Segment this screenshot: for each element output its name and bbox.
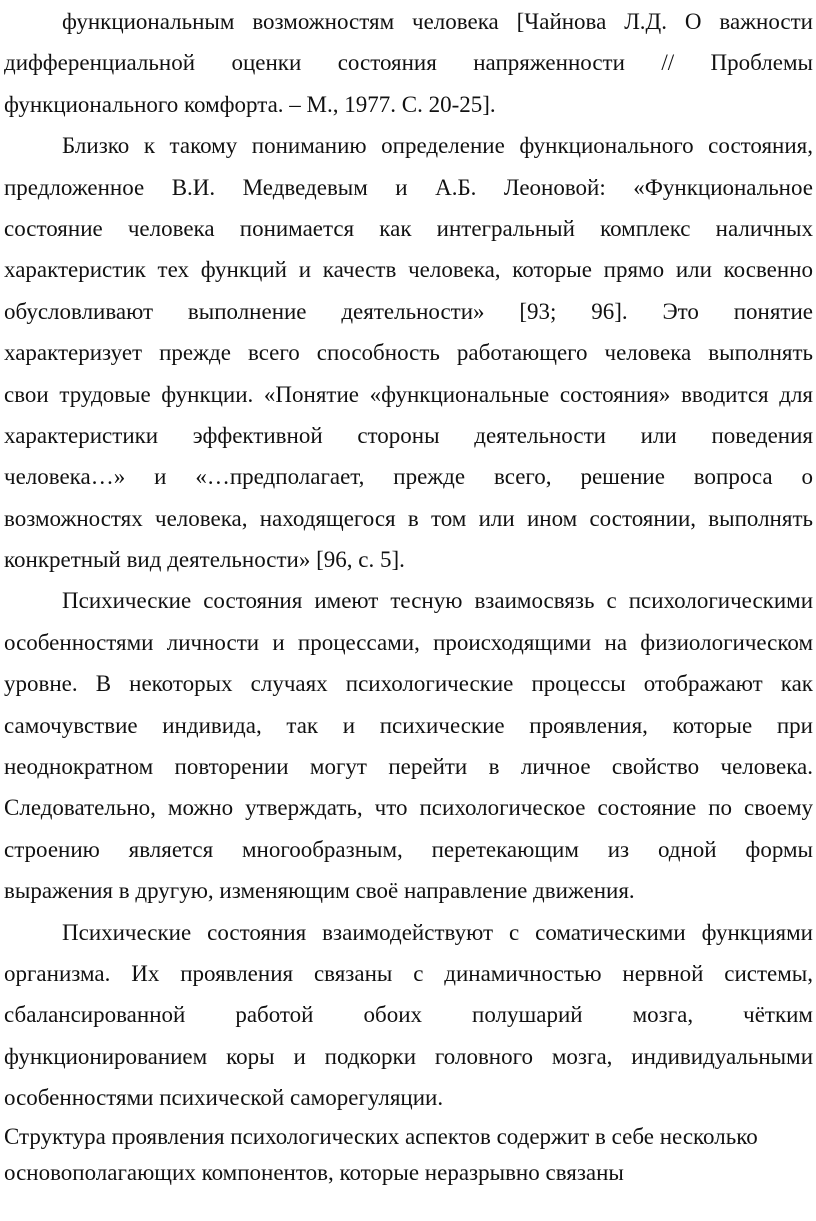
paragraph-continuation xyxy=(4,1,813,125)
text-line: возможностях человека, находящегося в том или ином состоянии, выполнять xyxy=(4,505,813,531)
text-line: выражения в другую, изменяющим своё направление движения. xyxy=(4,878,635,904)
text-line: конкретный вид деятельности» [96, с. 5]. xyxy=(4,547,405,573)
text-line: человека…» и «…предполагает, прежде всего, решение вопроса о xyxy=(4,464,813,490)
text-line: самочувствие индивида, так и психические проявления, которые при xyxy=(4,712,813,738)
paragraph xyxy=(4,580,813,911)
text-line: характеристики эффективной стороны деятельности или поведения xyxy=(4,422,813,448)
paragraph xyxy=(4,912,813,1119)
text-line: предложенное В.И. Медведевым и А.Б. Леоновой: «Функциональное xyxy=(4,174,813,200)
paragraph xyxy=(4,125,813,580)
text-line: Психические состояния взаимодействуют с соматическими функциями xyxy=(62,919,813,945)
text-line: дифференциальной оценки состояния напряженности // Проблемы xyxy=(4,50,813,76)
text-line: характеризует прежде всего способность работающего человека выполнять xyxy=(4,340,813,366)
text-line: организма. Их проявления связаны с динамичностью нервной системы, xyxy=(4,960,813,986)
text-line: особенностями психической саморегуляции. xyxy=(4,1085,444,1111)
text-line: функционального комфорта. – М., 1977. С. 20-25]. xyxy=(4,91,496,117)
text-line: свои трудовые функции. «Понятие «функциональные состояния» вводится для xyxy=(4,381,813,407)
text-line: особенностями личности и процессами, происходящими на физиологическом xyxy=(4,629,813,655)
text-line: строению является многообразным, перетекающим из одной формы xyxy=(4,836,813,862)
text-line: Близко к такому пониманию определение функционального состояния, xyxy=(62,133,813,159)
text-line: функциональным возможностям человека [Чайнова Л.Д. О важности xyxy=(62,9,813,34)
paragraph-structure xyxy=(4,1119,813,1191)
text-line: Структура проявления психологических аспектов содержит в себе несколько xyxy=(4,1123,758,1149)
text-line: основополагающих компонентов, которые неразрывно связаны xyxy=(4,1159,624,1185)
text-line: Следовательно, можно утверждать, что психологическое состояние по своему xyxy=(4,795,813,821)
text-line: неоднократном повторении могут перейти в личное свойство человека. xyxy=(4,754,813,780)
text-line: уровне. В некоторых случаях психологические процессы отображают как xyxy=(4,671,813,697)
text-line: характеристик тех функций и качеств человека, которые прямо или косвенно xyxy=(4,257,813,283)
text-line: сбалансированной работой обоих полушарий мозга, чётким xyxy=(4,1002,813,1028)
text-line: состояние человека понимается как интегральный комплекс наличных xyxy=(4,215,813,241)
text-line: обусловливают выполнение деятельности» [93; 96]. Это понятие xyxy=(4,298,813,324)
text-line: функционированием коры и подкорки головного мозга, индивидуальными xyxy=(4,1043,813,1069)
text-line: Психические состояния имеют тесную взаимосвязь с психологическими xyxy=(62,588,813,614)
